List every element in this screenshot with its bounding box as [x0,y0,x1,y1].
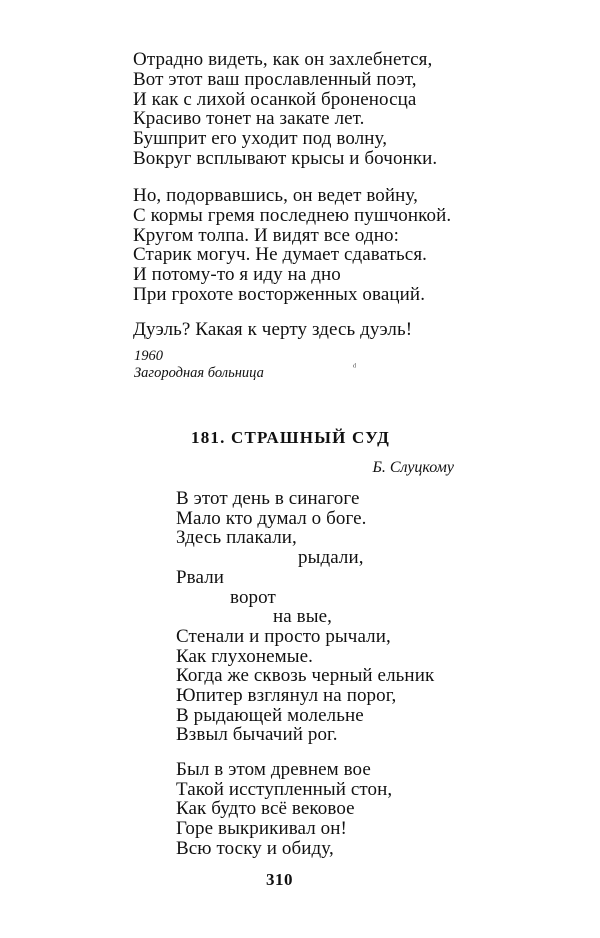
verse-line: Но, подорвавшись, он ведет войну, [133,185,418,206]
poem-closing-stanza [133,320,412,340]
poem-stanza-2 [133,186,451,305]
verse-line: Взвыл бычачий рог. [176,724,338,746]
verse-line: И как с лихой осанкой броненосца [133,88,417,110]
verse-line: С кормы гремя последнею пушчонкой. [133,204,452,226]
verse-line: Красиво тонет на закате лет. [133,108,365,130]
poem-title: 181. СТРАШНЫЙ СУД [191,428,391,447]
verse-line: Когда же сквозь черный ельник [176,665,435,687]
verse-line: И потому-то я иду на дно [133,264,341,286]
poem-dedication: Б. Слуцкому [372,459,454,476]
verse-line: Всю тоску и обиду, [176,837,334,859]
verse-line: Такой исступленный стон, [176,778,393,800]
poem-stanza-1 [133,50,437,169]
verse-line: При грохоте восторженных оваций. [133,283,426,305]
verse-line: Стенали и просто рычали, [176,625,391,647]
verse-line: Юпитер взглянул на порог, [176,685,397,707]
verse-line: Рвали [176,566,225,588]
second-poem-stanza-1 [176,489,434,745]
verse-line: Здесь плакали, [176,527,297,549]
verse-line: Отрадно видеть, как он захлебнется, [133,49,433,70]
verse-line: Вот этот ваш прославленный поэт, [133,68,417,90]
verse-line: Вокруг всплывают крысы и бочонки. [133,147,438,169]
verse-line: Дуэль? Какая к черту здесь дуэль! [133,319,413,340]
verse-line: Как глухонемые. [176,645,313,667]
stray-mark: ᵈ [353,362,357,373]
verse-line: Старик могуч. Не думает сдаваться. [133,244,428,266]
verse-line: Бушприт его уходит под волну, [133,128,388,150]
verse-line: Горе выкрикивал он! [176,818,347,840]
verse-line: В этот день в синагоге [176,488,360,509]
verse-line: на вые, [273,606,332,628]
verse-line: Кругом толпа. И видят все одно: [133,224,399,246]
poem-place: Загородная больница [134,365,264,381]
verse-line: В рыдающей молельне [176,704,364,726]
verse-line: Мало кто думал о боге. [176,507,367,529]
second-poem-stanza-2 [176,760,392,859]
poem-year: 1960 [134,348,163,364]
verse-line: рыдали, [298,547,364,569]
page-number: 310 [266,870,293,889]
date-place-note [134,348,264,382]
verse-line: Был в этом древнем вое [176,759,371,780]
verse-line: Как будто всё вековое [176,798,355,820]
verse-line: ворот [230,586,276,608]
